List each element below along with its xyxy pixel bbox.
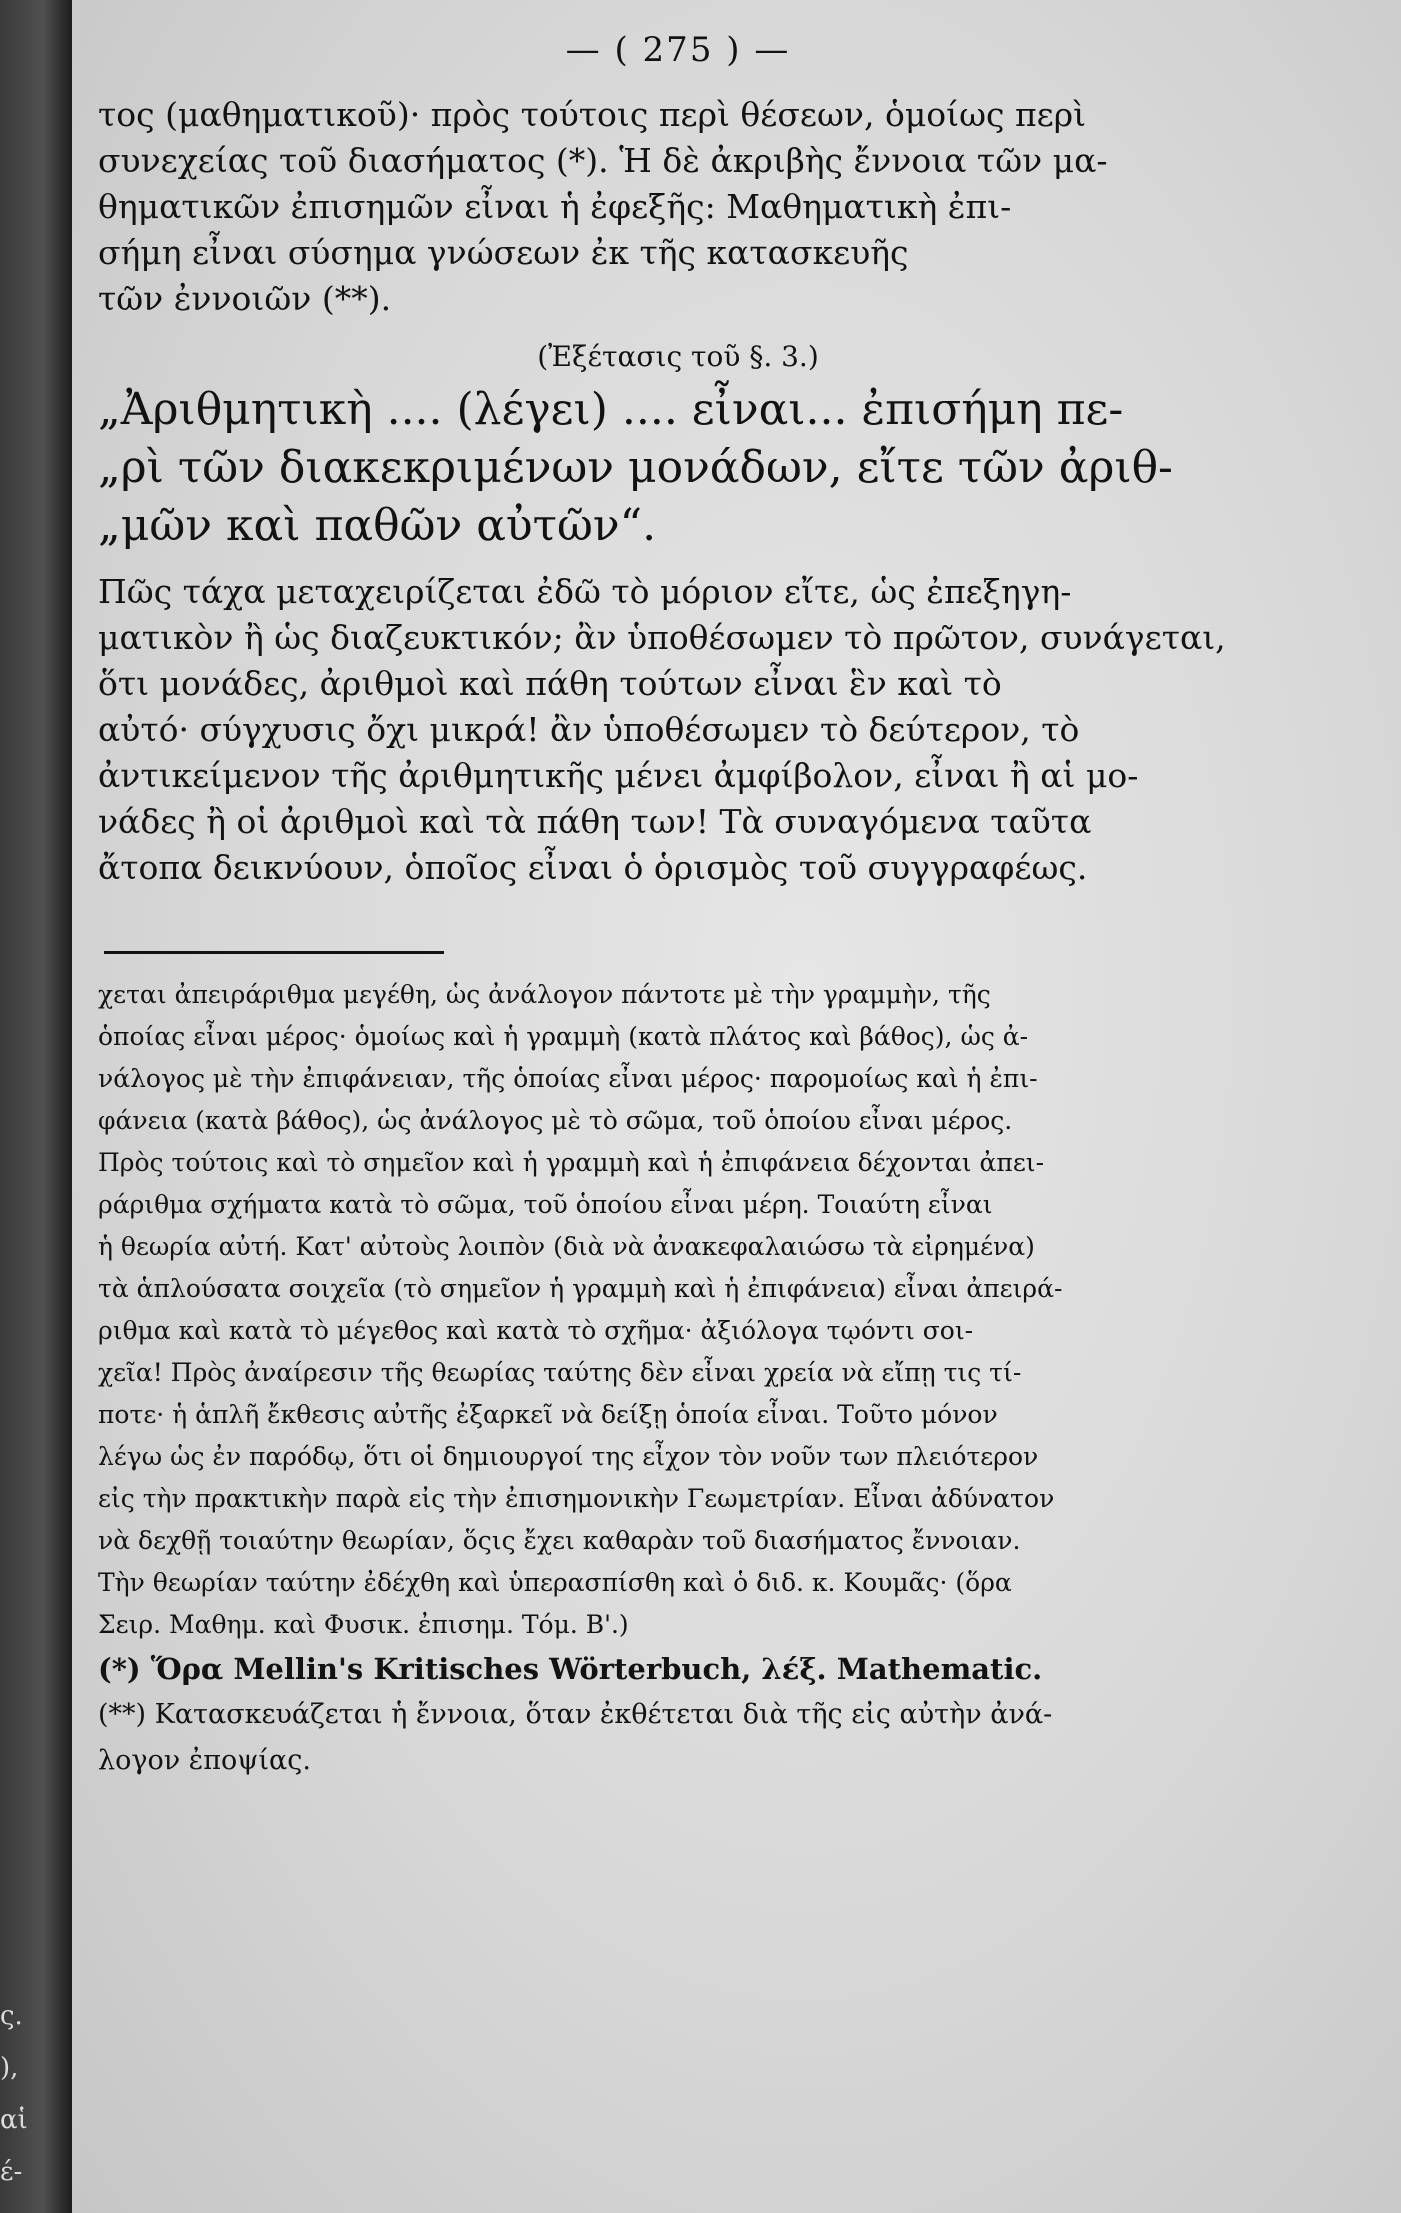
facing-page-edge bbox=[0, 0, 72, 2213]
footnote-line: λέγω ὡς ἐν παρόδῳ, ὅτι οἱ δημιουργοί της εἶχον τὸν νοῦν των πλειότερον bbox=[98, 1442, 1039, 1471]
facing-page-fragments bbox=[0, 1990, 40, 2198]
footnote-line: ἡ θεωρία αὐτή. Κατ' αὐτοὺς λοιπὸν (διὰ νὰ ἀνακεφαλαιώσω τὰ εἰρημένα) bbox=[98, 1232, 1035, 1261]
text-line: τος (μαθηματικοῦ)· πρὸς τούτοις περὶ θέσεων, ὁμοίως περὶ bbox=[98, 95, 1087, 134]
footnote-line: χεῖα! Πρὸς ἀναίρεσιν τῆς θεωρίας ταύτης δὲν εἶναι χρεία νὰ εἴπῃ τις τί- bbox=[98, 1358, 1022, 1387]
main-paragraph bbox=[98, 92, 1258, 322]
footnote-ref-kataskeve: (**) Κατασκευάζεται ἡ ἔννοια, ὅταν ἐκθέτεται διὰ τῆς εἰς αὐτὴν ἀνά- bbox=[98, 1699, 1053, 1730]
footnote-line: εἰς τὴν πρακτικὴν παρὰ εἰς τὴν ἐπισημονικὴν Γεωμετρίαν. Εἶναι ἀδύνατον bbox=[98, 1484, 1055, 1513]
footnote-line: Πρὸς τούτοις καὶ τὸ σημεῖον καὶ ἡ γραμμὴ καὶ ἡ ἐπιφάνεια δέχονται ἀπει- bbox=[98, 1148, 1045, 1177]
text-line: ὅτι μονάδες, ἀριθμοὶ καὶ πάθη τούτων εἶναι ἓν καὶ τὸ bbox=[98, 664, 1002, 703]
text-line: συνεχείας τοῦ διασήματος (*). Ἡ δὲ ἀκριβὴς ἔννοια τῶν μα- bbox=[98, 141, 1108, 180]
footnote-references bbox=[98, 1646, 1258, 1784]
footnote-line: ράριθμα σχήματα κατὰ τὸ σῶμα, τοῦ ὁποίου εἶναι μέρη. Τοιαύτη εἶναι bbox=[98, 1190, 993, 1219]
footnote-continuation bbox=[98, 974, 1258, 1646]
facing-fragment: ς. bbox=[0, 2001, 23, 2031]
footnote-line: Τὴν θεωρίαν ταύτην ἐδέχθη καὶ ὑπερασπίσθη καὶ ὁ διδ. κ. Κουμᾶς· (ὅρα bbox=[98, 1568, 1012, 1597]
text-line: ἄτοπα δεικνύουν, ὁποῖος εἶναι ὁ ὁρισμὸς τοῦ συγγραφέως. bbox=[98, 848, 1088, 887]
footnote-line: τὰ ἁπλούσατα σοιχεῖα (τὸ σημεῖον ἡ γραμμὴ καὶ ἡ ἐπιφάνεια) εἶναι ἀπειρά- bbox=[98, 1274, 1063, 1303]
text-line: Πῶς τάχα μεταχειρίζεται ἐδῶ τὸ μόριον εἴτε, ὡς ἐπεξηγη- bbox=[98, 572, 1072, 611]
footnote-line: ριθμα καὶ κατὰ τὸ μέγεθος καὶ κατὰ τὸ σχῆμα· ἀξιόλογα τῳόντι σοι- bbox=[98, 1316, 974, 1345]
text-line: σήμη εἶναι σύσημα γνώσεων ἐκ τῆς κατασκευῆς bbox=[98, 233, 909, 272]
page-number: — ( 275 ) — bbox=[565, 30, 791, 70]
footnote-line: χεται ἀπειράριθμα μεγέθη, ὡς ἀνάλογον πάντοτε μὲ τὴν γραμμὴν, τῆς bbox=[98, 980, 991, 1009]
facing-fragment: αἱ bbox=[0, 2105, 28, 2135]
footnote-line: νὰ δεχθῇ τοιαύτην θεωρίαν, ὅςις ἔχει καθαρὰν τοῦ διασήματος ἔννοιαν. bbox=[98, 1526, 1021, 1555]
section-heading: (Ἐξέτασις τοῦ §. 3.) bbox=[537, 340, 819, 373]
footnote-ref-mellin: (*) Ὅρα Mellin's Kritisches Wörterbuch, λέξ. Mathematic. bbox=[98, 1652, 1043, 1686]
book-page bbox=[72, 0, 1401, 2213]
quoted-definition bbox=[98, 381, 1258, 555]
facing-fragment: ), bbox=[0, 2053, 19, 2083]
footnote-line: Σειρ. Μαθημ. καὶ Φυσικ. ἐπισημ. Τόμ. Β'.) bbox=[98, 1610, 629, 1639]
text-line: νάδες ἢ οἱ ἀριθμοὶ καὶ τὰ πάθη των! Τὰ συναγόμενα ταῦτα bbox=[98, 802, 1092, 841]
footnote-line: νάλογος μὲ τὴν ἐπιφάνειαν, τῆς ὁποίας εἶναι μέρος· παρομοίως καὶ ἡ ἐπι- bbox=[98, 1064, 1038, 1093]
footnote-line: ποτε· ἡ ἁπλῆ ἔκθεσις αὐτῆς ἐξαρκεῖ νὰ δείξῃ ὁποία εἶναι. Τοῦτο μόνον bbox=[98, 1400, 998, 1429]
quote-line: „ρὶ τῶν διακεκριμένων μονάδων, εἴτε τῶν ἀριθ- bbox=[98, 442, 1173, 493]
footnote-line: ὁποίας εἶναι μέρος· ὁμοίως καὶ ἡ γραμμὴ (κατὰ πλάτος καὶ βάθος), ὡς ἀ- bbox=[98, 1022, 1029, 1051]
footnote-line: φάνεια (κατὰ βάθος), ὡς ἀνάλογος μὲ τὸ σῶμα, τοῦ ὁποίου εἶναι μέρος. bbox=[98, 1106, 1013, 1135]
text-line: ματικὸν ἢ ὡς διαζευκτικόν; ἂν ὑποθέσωμεν τὸ πρῶτον, συνάγεται, bbox=[98, 618, 1226, 657]
footnote-divider bbox=[104, 951, 444, 954]
page-content bbox=[98, 30, 1258, 1784]
text-line: θηματικῶν ἐπισημῶν εἶναι ἡ ἐφεξῆς: Μαθηματικὴ ἐπι- bbox=[98, 187, 1012, 226]
facing-fragment: έ- bbox=[0, 2157, 23, 2187]
quote-line: „Ἀριθμητικὴ .... (λέγει) .... εἶναι... ἐπισήμη πε- bbox=[98, 384, 1124, 435]
footnote-ref-continuation: λογον ἐποψίας. bbox=[98, 1745, 311, 1776]
critique-paragraph bbox=[98, 569, 1258, 891]
text-line: ἀντικείμενον τῆς ἀριθμητικῆς μένει ἀμφίβολον, εἶναι ἢ αἱ μο- bbox=[98, 756, 1139, 795]
quote-line: „μῶν καὶ παθῶν αὐτῶν“. bbox=[98, 500, 657, 551]
text-line: αὐτό· σύγχυσις ὄχι μικρά! ἂν ὑποθέσωμεν τὸ δεύτερον, τὸ bbox=[98, 710, 1080, 749]
text-line: τῶν ἐννοιῶν (**). bbox=[98, 279, 392, 318]
